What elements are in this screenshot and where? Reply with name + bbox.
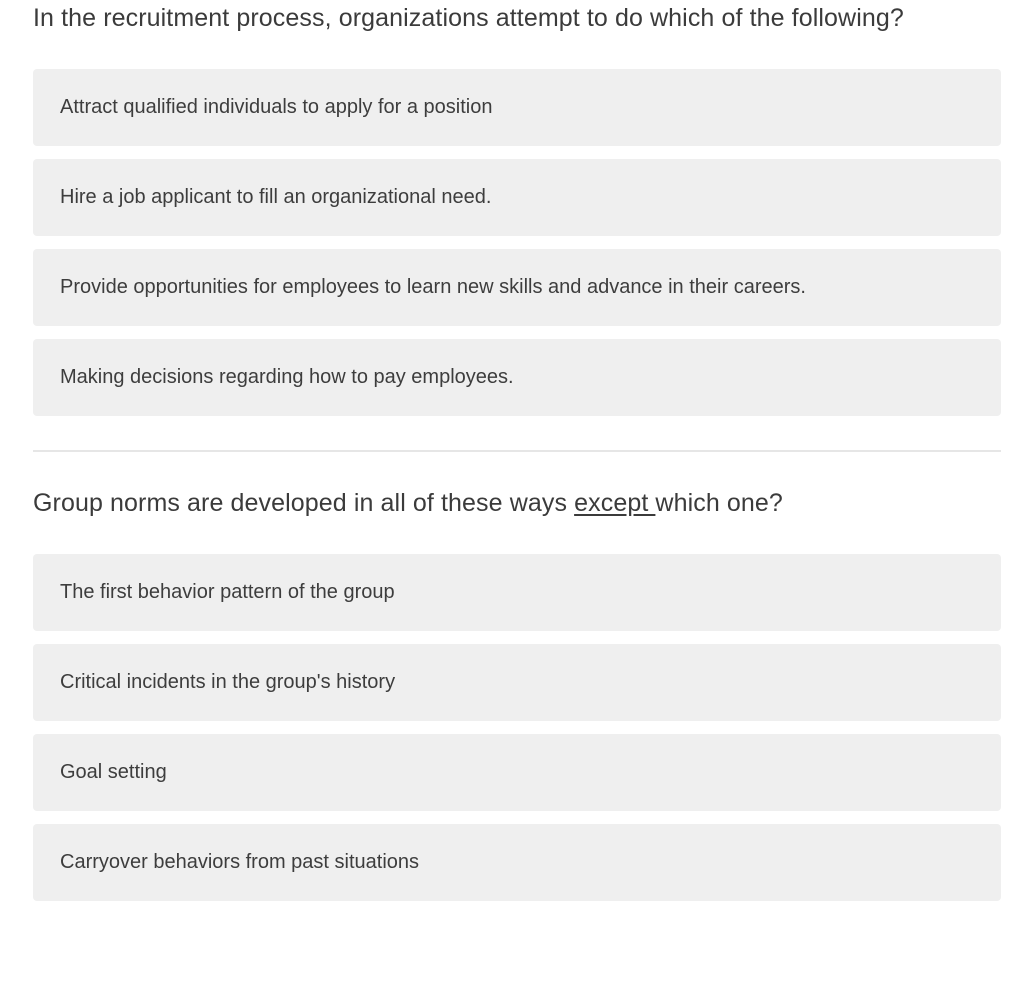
question-2-prompt: [33, 487, 1001, 519]
question-2-options: [33, 554, 1001, 901]
question-divider: [33, 450, 1001, 452]
answer-option[interactable]: Hire a job applicant to fill an organizational need.: [33, 159, 1001, 236]
answer-option[interactable]: Goal setting: [33, 734, 1001, 811]
answer-option[interactable]: Provide opportunities for employees to learn new skills and advance in their careers.: [33, 249, 1001, 326]
question-1-prompt: In the recruitment process, organizations attempt to do which of the following?: [33, 4, 904, 32]
answer-option[interactable]: Critical incidents in the group's history: [33, 644, 1001, 721]
question-2-prompt-end: which one?: [655, 489, 783, 517]
answer-option[interactable]: Attract qualified individuals to apply for a position: [33, 69, 1001, 146]
quiz-page: [33, 0, 1001, 914]
question-2-prompt-emphasis: except: [574, 489, 656, 517]
question-2: [33, 487, 1001, 901]
answer-option[interactable]: The first behavior pattern of the group: [33, 554, 1001, 631]
question-1: [33, 0, 1001, 416]
answer-option[interactable]: Making decisions regarding how to pay employees.: [33, 339, 1001, 416]
question-2-prompt-start: Group norms are developed in all of these ways: [33, 489, 575, 517]
question-1-options: [33, 69, 1001, 416]
answer-option[interactable]: Carryover behaviors from past situations: [33, 824, 1001, 901]
